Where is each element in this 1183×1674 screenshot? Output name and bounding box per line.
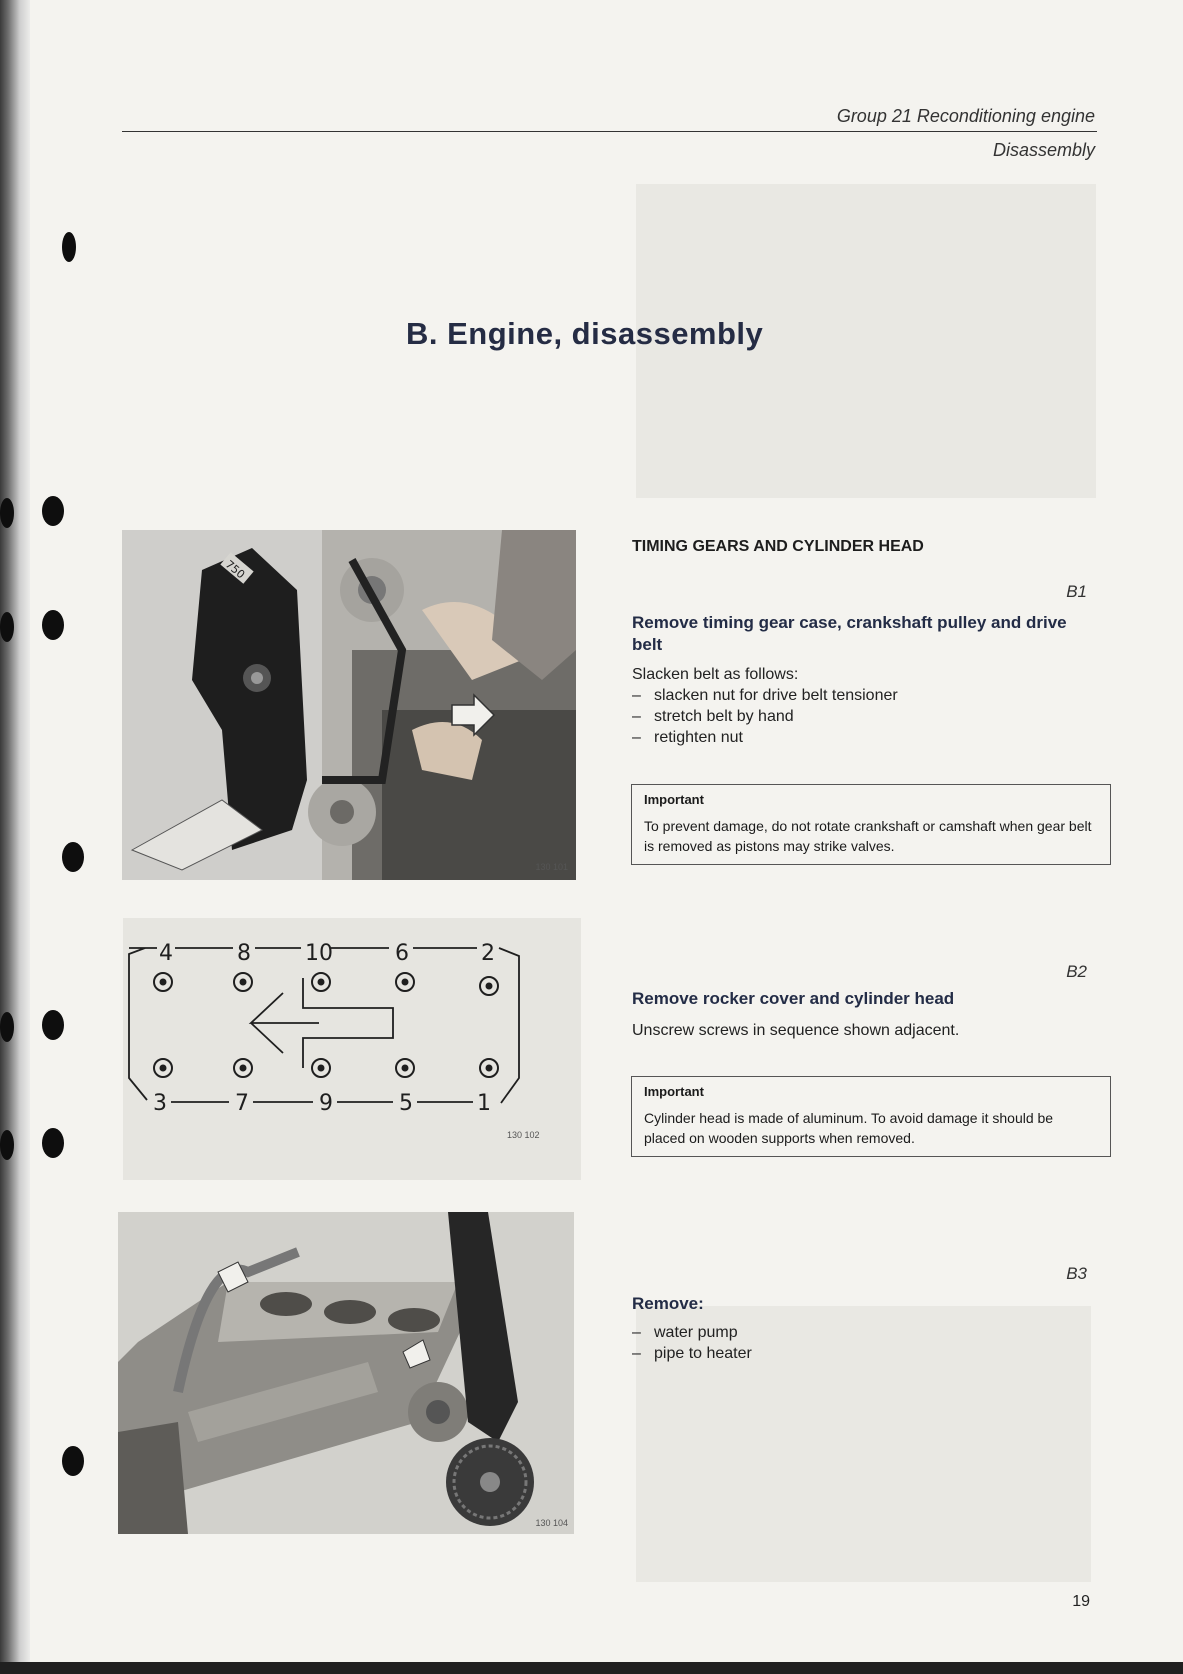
sequence-number: 4 [159,941,173,966]
punch-hole [62,1446,84,1476]
sequence-number: 9 [319,1091,333,1116]
sequence-number: 5 [399,1091,413,1116]
list-item: – slacken nut for drive belt tensioner [632,685,898,706]
header-group-title: Group 21 Reconditioning engine [836,106,1095,126]
note-title: Important [644,1084,704,1099]
note-text: Cylinder head is made of aluminum. To avoid damage it should be placed on wooden supports when removed. [644,1110,1054,1146]
punch-hole [42,1010,64,1040]
sequence-number: 1 [477,1091,491,1116]
punch-hole [42,1128,64,1158]
punch-hole [0,612,14,642]
punch-hole [42,610,64,640]
sequence-number: 7 [235,1091,249,1116]
note-title: Important [644,792,704,807]
scan-bottom-edge [0,1662,1183,1674]
header-subtitle: Disassembly [992,140,1095,160]
step-intro-b1: Slacken belt as follows: [632,666,799,683]
step-title-b3: Remove: [632,1294,704,1313]
important-note-b2 [631,1076,1111,1157]
sequence-number: 8 [237,941,251,966]
page-title: B. Engine, disassembly [406,316,764,351]
binding-edge [0,0,30,1674]
page-number: 19 [1072,1593,1090,1610]
step-list-b3 [632,1322,752,1364]
sequence-number: 3 [153,1091,167,1116]
figure-label: 130 101 [535,862,568,872]
list-item: – pipe to heater [632,1343,752,1364]
step-title-b2: Remove rocker cover and cylinder head [632,989,955,1008]
punch-hole [0,498,14,528]
cover-marking: 750 [222,557,248,582]
important-note-b1 [631,784,1111,865]
list-item: – stretch belt by hand [632,706,898,727]
punch-hole [62,232,76,262]
header-rule [122,131,1097,132]
sequence-number: 2 [481,941,495,966]
note-text: To prevent damage, do not rotate crankshaft or camshaft when gear belt is removed as pistons may strike valves. [644,818,1092,854]
section-heading: TIMING GEARS AND CYLINDER HEAD [632,538,924,555]
figure-label: 130 102 [507,1130,540,1140]
step-code-b1: B1 [1066,582,1087,601]
bolt-sequence-diagram [123,918,581,1180]
punch-hole [0,1130,14,1160]
sequence-number: 10 [305,941,333,966]
step-code-b3: B3 [1066,1264,1087,1283]
step-title-b1: Remove timing gear case, crankshaft pulley and drive belt [632,613,1067,654]
photo-timing-gear-case [122,530,576,880]
figure-label: 130 104 [535,1518,568,1528]
step-list-b1 [632,685,898,748]
list-item: – water pump [632,1322,752,1343]
list-item: – retighten nut [632,727,898,748]
photo-water-pump [118,1212,574,1534]
bolt-markers [154,973,498,1077]
step-intro-b2: Unscrew screws in sequence shown adjacent. [632,1022,960,1039]
punch-hole [42,496,64,526]
sequence-number: 6 [395,941,409,966]
punch-hole [62,842,84,872]
step-code-b2: B2 [1066,962,1087,981]
punch-hole [0,1012,14,1042]
